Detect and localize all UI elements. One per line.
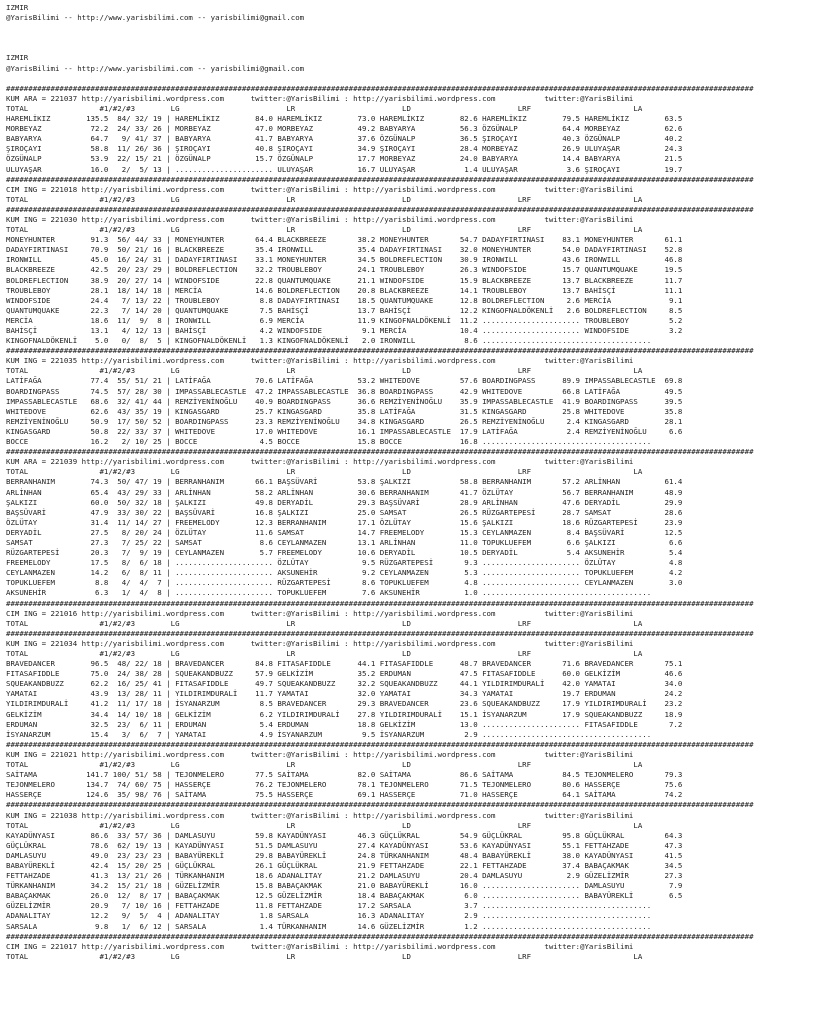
- table-row: ŞIROÇAYI 58.8 11/ 26/ 36 | ŞIROÇAYI 40.8 ŞIROÇAYI 34.9 ŞIROÇAYI 28.4 MORBEYAZ 26.9 ULUYAŞAR 24.3: [6, 144, 683, 154]
- table-row: IRONWILL 45.0 16/ 24/ 31 | DADAYFIRTINASI 33.1 MONEYHUNTER 34.5 BOLDREFLECTION 30.9 IRONWILL 43.6 IRONWILL 46.8: [6, 255, 683, 265]
- table-row: ERDUMAN 32.5 23/ 6/ 11 | ERDUMAN 5.4 ERDUMAN 18.8 GELKİZİM 13.0 ...................... FITASAFIDDLE 7.2: [6, 719, 683, 729]
- report-document: [6, 3, 818, 962]
- table-row: SAMSAT 27.3 7/ 25/ 22 | SAMSAT 8.6 CEYLANMAZEN 13.1 ARLİNHAN 11.0 TOPUKLUEFEM 6.6 ŞALKIZI 6.6: [6, 537, 683, 547]
- table-row: LATİFAĞA 77.4 55/ 51/ 21 | LATİFAĞA 70.6 LATİFAĞA 53.2 WHITEDOVE 57.6 BOARDINGPASS 89.9 IMPASSABLECASTLE 69.8: [6, 376, 683, 386]
- race-header: KUM ING = 221038 http://yarisbilimi.wordpress.com twitter:@YarisBilimi : http://yarisbilimi.wordpress.com twitter:@YarisBilimi: [6, 810, 634, 820]
- table-row: YILDIRIMDURALİ 41.2 11/ 17/ 18 | İSYANARZUM 8.5 BRAVEDANCER 29.3 BRAVEDANCER 23.6 SQUEAKANDBUZZ 17.9 YILDIRIMDURALİ 23.2: [6, 699, 683, 709]
- separator-line: ########################################################################################################################################################################: [6, 739, 754, 749]
- table-row: MORBEYAZ 72.2 24/ 33/ 26 | MORBEYAZ 47.0 MORBEYAZ 49.2 BABYARYA 56.3 ÖZGÜNALP 64.4 MORBEYAZ 62.6: [6, 124, 683, 134]
- table-row: ARLİNHAN 65.4 43/ 29/ 33 | ARLİNHAN 58.2 ARLİNHAN 30.6 BERRANHANIM 41.7 ÖZLÜTAY 56.7 BERRANHANIM 48.9: [6, 487, 683, 497]
- table-row: BAŞSÜVARİ 47.9 33/ 30/ 22 | BAŞSÜVARİ 16.8 ŞALKIZI 25.0 SAMSAT 26.5 RÜZGARTEPESİ 28.7 SAMSAT 28.6: [6, 507, 683, 517]
- table-row: RÜZGARTEPESİ 20.3 7/ 9/ 19 | CEYLANMAZEN 5.7 FREEMELODY 10.6 DERYADİL 10.5 DERYADİL 5.4 AKSUNEHİR 5.4: [6, 548, 683, 558]
- table-row: ÖZGÜNALP 53.9 22/ 15/ 21 | ÖZGÜNALP 15.7 ÖZGÜNALP 17.7 MORBEYAZ 24.0 BABYARYA 14.4 BABYARYA 21.5: [6, 154, 683, 164]
- table-row: BLACKBREEZE 42.5 20/ 23/ 29 | BOLDREFLECTION 32.2 TROUBLEBOY 24.1 TROUBLEBOY 26.3 WINDOFSIDE 15.7 QUANTUMQUAKE 19.5: [6, 265, 683, 275]
- table-row: DAMLASUYU 49.0 23/ 23/ 23 | BABAYÜREKLİ 29.8 BABAYÜREKLİ 24.8 TÜRKANHANIM 48.4 BABAYÜREKLİ 38.0 KAYADÜNYASI 41.5: [6, 850, 683, 860]
- column-header: TOTAL #1/#2/#3 LG LR LD LRF LA: [6, 951, 643, 961]
- separator-line: ########################################################################################################################################################################: [6, 800, 754, 810]
- table-row: WHITEDOVE 62.6 43/ 35/ 19 | KINGASGARD 25.7 KINGASGARD 35.8 LATİFAĞA 31.5 KINGASGARD 25.8 WHITEDOVE 35.8: [6, 406, 683, 416]
- table-row: BOCCE 16.2 2/ 10/ 25 | BOCCE 4.5 BOCCE 15.8 BOCCE 16.8 ......................................: [6, 437, 652, 447]
- table-row: QUANTUMQUAKE 22.3 7/ 14/ 20 | QUANTUMQUAKE 7.5 BAHİSÇİ 13.7 BAHİSÇİ 12.2 KINGOFNALDÖKENLİ 2.6 BOLDREFLECTION 8.5: [6, 305, 683, 315]
- column-header: TOTAL #1/#2/#3 LG LR LD LRF LA: [6, 467, 643, 477]
- header-contact: @YarisBilimi -- http://www.yarisbilimi.com -- yarisbilimi@gmail.com: [6, 63, 305, 73]
- race-header: KUM ARA = 221039 http://yarisbilimi.wordpress.com twitter:@YarisBilimi : http://yarisbilimi.wordpress.com twitter:@YarisBilimi: [6, 457, 634, 467]
- header-city: IZMIR: [6, 53, 29, 63]
- race-header: KUM ING = 221030 http://yarisbilimi.wordpress.com twitter:@YarisBilimi : http://yarisbilimi.wordpress.com twitter:@YarisBilimi: [6, 214, 634, 224]
- header-city: IZMIR: [6, 3, 29, 12]
- separator-line: ########################################################################################################################################################################: [6, 598, 754, 608]
- column-header: TOTAL #1/#2/#3 LG LR LD LRF LA: [6, 649, 643, 658]
- header-block-repeat: [6, 53, 818, 73]
- race-header: CIM ING = 221017 http://yarisbilimi.wordpress.com twitter:@YarisBilimi : http://yarisbilimi.wordpress.com twitter:@YarisBilimi: [6, 941, 634, 951]
- table-row: DADAYFIRTINASI 70.9 50/ 21/ 16 | BLACKBREEZE 35.4 IRONWILL 35.4 DADAYFIRTINASI 32.0 MONEYHUNTER 54.0 DADAYFIRTINASI 52.8: [6, 245, 683, 255]
- column-header: TOTAL #1/#2/#3 LG LR LD LRF LA: [6, 820, 643, 830]
- race-header: KUM ING = 221035 http://yarisbilimi.wordpress.com twitter:@YarisBilimi : http://yarisbilimi.wordpress.com twitter:@YarisBilimi: [6, 356, 634, 366]
- separator-line: ########################################################################################################################################################################: [6, 204, 754, 214]
- race-header: CIM ING = 221018 http://yarisbilimi.wordpress.com twitter:@YarisBilimi : http://yarisbilimi.wordpress.com twitter:@YarisBilimi: [6, 184, 634, 194]
- table-row: GÜZELİZMİR 20.9 7/ 10/ 16 | FETTAHZADE 11.8 FETTAHZADE 17.2 SARSALA 3.7 ......................................: [6, 901, 652, 911]
- race-header: KUM ING = 221034 http://yarisbilimi.wordpress.com twitter:@YarisBilimi : http://yarisbilimi.wordpress.com twitter:@YarisBilimi: [6, 638, 634, 648]
- separator-line: ########################################################################################################################################################################: [6, 628, 754, 638]
- separator-line: ########################################################################################################################################################################: [6, 346, 754, 356]
- column-header: TOTAL #1/#2/#3 LG LR LD LRF LA: [6, 194, 643, 204]
- table-row: BABAÇAKMAK 26.0 12/ 8/ 17 | BABAÇAKMAK 12.5 GÜZELİZMİR 18.4 BABAÇAKMAK 6.0 ...................... BABAYÜREKLİ 6.5: [6, 891, 683, 901]
- table-row: IMPASSABLECASTLE 68.6 32/ 41/ 44 | REMZİYENİNOĞLU 40.9 BOARDINGPASS 36.6 REMZİYENİNOĞLU 35.9 IMPASSABLECASTLE 41.9 BOARDINGPASS 39.5: [6, 396, 683, 406]
- table-row: ADANALITAY 12.2 9/ 5/ 4 | ADANALITAY 1.8 SARSALA 16.3 ADANALITAY 2.9 ......................................: [6, 911, 652, 921]
- separator-line: ########################################################################################################################################################################: [6, 447, 754, 457]
- column-header: TOTAL #1/#2/#3 LG LR LD LRF LA: [6, 366, 643, 376]
- table-row: REMZİYENİNOĞLU 50.9 17/ 50/ 52 | BOARDINGPASS 23.3 REMZİYENİNOĞLU 34.8 KINGASGARD 26.5 REMZİYENİNOĞLU 2.4 KINGASGARD 28.1: [6, 416, 683, 426]
- table-row: TÜRKANHANIM 34.2 15/ 21/ 18 | GÜZELİZMİR 15.8 BABAÇAKMAK 21.0 BABAYÜREKLİ 16.0 ...................... DAMLASUYU 7.9: [6, 881, 683, 891]
- table-row: TROUBLEBOY 28.1 18/ 14/ 18 | MERCİA 14.6 BOLDREFLECTION 20.8 BLACKBREEZE 14.1 TROUBLEBOY 13.7 BAHİSÇİ 11.1: [6, 285, 683, 295]
- race-header: CIM ING = 221016 http://yarisbilimi.wordpress.com twitter:@YarisBilimi : http://yarisbilimi.wordpress.com twitter:@YarisBilimi: [6, 608, 634, 618]
- table-row: KINGOFNALDÖKENLİ 5.0 0/ 8/ 5 | KINGOFNALDÖKENLİ 1.3 KINGOFNALDÖKENLİ 2.0 IRONWILL 8.6 ......................................: [6, 336, 652, 346]
- table-row: BOLDREFLECTION 38.9 20/ 27/ 14 | WINDOFSIDE 22.8 QUANTUMQUAKE 21.1 WINDOFSIDE 15.9 BLACKBREEZE 13.7 BLACKBREEZE 11.7: [6, 275, 683, 285]
- table-row: FITASAFIDDLE 75.0 24/ 38/ 28 | SQUEAKANDBUZZ 57.9 GELKİZİM 35.2 ERDUMAN 47.5 FITASAFIDDLE 60.0 GELKİZİM 46.6: [6, 669, 683, 679]
- table-row: İSYANARZUM 15.4 3/ 6/ 7 | YAMATAI 4.9 İSYANARZUM 9.5 İSYANARZUM 2.9 ......................................: [6, 729, 652, 739]
- table-row: GELKİZİM 34.4 14/ 10/ 18 | GELKİZİM 6.2 YILDIRIMDURALİ 27.8 YILDIRIMDURALİ 15.1 İSYANARZUM 17.9 SQUEAKANDBUZZ 18.9: [6, 709, 683, 719]
- table-row: BRAVEDANCER 96.5 48/ 22/ 18 | BRAVEDANCER 84.8 FITASAFIDDLE 44.1 FITASAFIDDLE 48.7 BRAVEDANCER 71.6 BRAVEDANCER 75.1: [6, 659, 683, 669]
- table-row: BABYARYA 64.7 9/ 41/ 37 | BABYARYA 41.7 BABYARYA 37.6 ÖZGÜNALP 36.5 ŞIROÇAYI 40.3 ÖZGÜNALP 40.2: [6, 134, 683, 144]
- table-row: BOARDINGPASS 74.5 57/ 28/ 30 | IMPASSABLECASTLE 47.2 IMPASSABLECASTLE 36.8 BOARDINGPASS 42.9 WHITEDOVE 66.8 LATİFAĞA 49.5: [6, 386, 683, 396]
- table-row: SAİTAMA 141.7 100/ 51/ 58 | TEJONMELERO 77.5 SAİTAMA 82.0 SAİTAMA 86.6 SAİTAMA 84.5 TEJONMELERO 79.3: [6, 770, 683, 780]
- table-row: BERRANHANIM 74.3 50/ 47/ 19 | BERRANHANIM 66.1 BAŞSÜVARİ 53.8 ŞALKIZI 58.8 BERRANHANIM 57.2 ARLİNHAN 61.4: [6, 477, 683, 487]
- column-header: TOTAL #1/#2/#3 LG LR LD LRF LA: [6, 225, 643, 235]
- race-header: KUM ING = 221021 http://yarisbilimi.wordpress.com twitter:@YarisBilimi : http://yarisbilimi.wordpress.com twitter:@YarisBilimi: [6, 749, 634, 759]
- table-row: AKSUNEHİR 6.3 1/ 4/ 8 | ...................... TOPUKLUEFEM 7.6 AKSUNEHİR 1.0 ......................................: [6, 588, 652, 598]
- table-row: DERYADİL 27.5 8/ 20/ 24 | ÖZLÜTAY 11.6 SAMSAT 14.7 FREEMELODY 15.3 CEYLANMAZEN 8.4 BAŞSÜVARİ 12.5: [6, 527, 683, 537]
- table-row: FREEMELODY 17.5 8/ 6/ 18 | ...................... ÖZLÜTAY 9.5 RÜZGARTEPESİ 9.3 ...................... ÖZLÜTAY 4.8: [6, 558, 683, 568]
- header-contact: @YarisBilimi -- http://www.yarisbilimi.com -- yarisbilimi@gmail.com: [6, 13, 305, 23]
- table-row: KAYADÜNYASI 86.6 33/ 57/ 36 | DAMLASUYU 59.8 KAYADÜNYASI 46.3 GÜÇLÜKRAL 54.9 GÜÇLÜKRAL 95.8 GÜÇLÜKRAL 64.3: [6, 830, 683, 840]
- table-row: TOPUKLUEFEM 8.8 4/ 4/ 7 | ...................... RÜZGARTEPESİ 8.6 TOPUKLUEFEM 4.8 ...................... CEYLANMAZEN 3.0: [6, 578, 683, 588]
- table-row: ULUYAŞAR 16.0 2/ 5/ 13 | ...................... ULUYAŞAR 16.7 ULUYAŞAR 1.4 ULUYAŞAR 3.6 ŞIROÇAYI 19.7: [6, 164, 683, 174]
- column-header: TOTAL #1/#2/#3 LG LR LD LRF LA: [6, 760, 643, 770]
- table-row: YAMATAI 43.9 13/ 28/ 11 | YILDIRIMDURALİ 11.7 YAMATAI 32.0 YAMATAI 34.3 YAMATAI 19.7 ERDUMAN 24.2: [6, 689, 683, 699]
- column-header: TOTAL #1/#2/#3 LG LR LD LRF LA: [6, 618, 643, 628]
- table-row: ÖZLÜTAY 31.4 11/ 14/ 27 | FREEMELODY 12.3 BERRANHANIM 17.1 ÖZLÜTAY 15.6 ŞALKIZI 18.6 RÜZGARTEPESİ 23.9: [6, 517, 683, 527]
- table-row: MONEYHUNTER 91.3 56/ 44/ 33 | MONEYHUNTER 64.4 BLACKBREEZE 38.2 MONEYHUNTER 54.7 DADAYFIRTINASI 83.1 MONEYHUNTER 61.1: [6, 235, 683, 245]
- table-row: CEYLANMAZEN 14.2 6/ 8/ 11 | ...................... AKSUNEHİR 9.2 CEYLANMAZEN 5.3 ...................... TOPUKLUEFEM 4.2: [6, 568, 683, 578]
- table-row: HASSERÇE 124.6 35/ 98/ 76 | SAİTAMA 75.5 HASSERÇE 69.1 HASSERÇE 71.0 HASSERÇE 64.1 SAİTAMA 74.2: [6, 790, 683, 800]
- separator-line: ########################################################################################################################################################################: [6, 931, 754, 941]
- table-row: KINGASGARD 50.8 22/ 33/ 37 | WHITEDOVE 17.0 WHITEDOVE 16.1 IMPASSABLECASTLE 17.9 LATİFAĞA 2.4 REMZİYENİNOĞLU 6.6: [6, 426, 683, 436]
- table-row: BABAYÜREKLİ 42.4 15/ 20/ 25 | GÜÇLÜKRAL 26.1 GÜÇLÜKRAL 21.9 FETTAHZADE 22.1 FETTAHZADE 37.4 BABAÇAKMAK 34.5: [6, 860, 683, 870]
- column-header: TOTAL #1/#2/#3 LG LR LD LRF LA: [6, 103, 643, 113]
- table-row: TEJONMELERO 134.7 74/ 60/ 75 | HASSERÇE 76.2 TEJONMELERO 78.1 TEJONMELERO 71.5 TEJONMELERO 80.6 HASSERÇE 75.6: [6, 780, 683, 790]
- table-row: WINDOFSIDE 24.4 7/ 13/ 22 | TROUBLEBOY 8.8 DADAYFIRTINASI 18.5 QUANTUMQUAKE 12.8 BOLDREFLECTION 2.6 MERCİA 9.1: [6, 295, 683, 305]
- separator-line: ########################################################################################################################################################################: [6, 83, 754, 93]
- table-row: ŞALKIZI 60.0 50/ 32/ 18 | ŞALKIZI 49.8 DERYADİL 29.3 BAŞSÜVARİ 28.9 ARLİNHAN 47.6 DERYADİL 29.9: [6, 497, 683, 507]
- table-row: BAHİSÇİ 13.1 4/ 12/ 13 | BAHİSÇİ 4.2 WINDOFSIDE 9.1 MERCİA 10.4 ...................... WINDOFSIDE 3.2: [6, 326, 683, 335]
- table-row: FETTAHZADE 41.3 13/ 21/ 26 | TÜRKANHANIM 18.6 ADANALITAY 21.2 DAMLASUYU 20.4 DAMLASUYU 2.9 GÜZELİZMİR 27.3: [6, 871, 683, 881]
- table-row: MERCİA 18.6 11/ 9/ 8 | IRONWILL 6.9 MERCİA 11.9 KINGOFNALDÖKENLİ 11.2 ...................... TROUBLEBOY 5.2: [6, 315, 683, 325]
- separator-line: ########################################################################################################################################################################: [6, 174, 754, 184]
- race-header: KUM ARA = 221037 http://yarisbilimi.wordpress.com twitter:@YarisBilimi : http://yarisbilimi.wordpress.com twitter:@YarisBilimi: [6, 93, 634, 103]
- table-row: SQUEAKANDBUZZ 62.2 16/ 25/ 41 | FITASAFIDDLE 49.7 SQUEAKANDBUZZ 32.2 SQUEAKANDBUZZ 44.1 YILDIRIMDURALİ 42.0 YAMATAI 34.0: [6, 679, 683, 689]
- race-tables: [6, 84, 818, 962]
- table-row: GÜÇLÜKRAL 78.6 62/ 19/ 13 | KAYADÜNYASI 51.5 DAMLASUYU 27.4 KAYADÜNYASI 53.6 KAYADÜNYASI 55.1 FETTAHZADE 47.3: [6, 840, 683, 850]
- header-block: [6, 3, 818, 23]
- table-row: SARSALA 9.8 1/ 6/ 12 | SARSALA 1.4 TÜRKANHANIM 14.6 GÜZELİZMİR 1.2 ......................................: [6, 921, 652, 931]
- table-row: HAREMLİKIZ 135.5 84/ 32/ 19 | HAREMLİKIZ 84.0 HAREMLİKIZ 73.0 HAREMLİKIZ 82.6 HAREMLİKIZ 79.5 HAREMLİKIZ 63.5: [6, 114, 683, 124]
